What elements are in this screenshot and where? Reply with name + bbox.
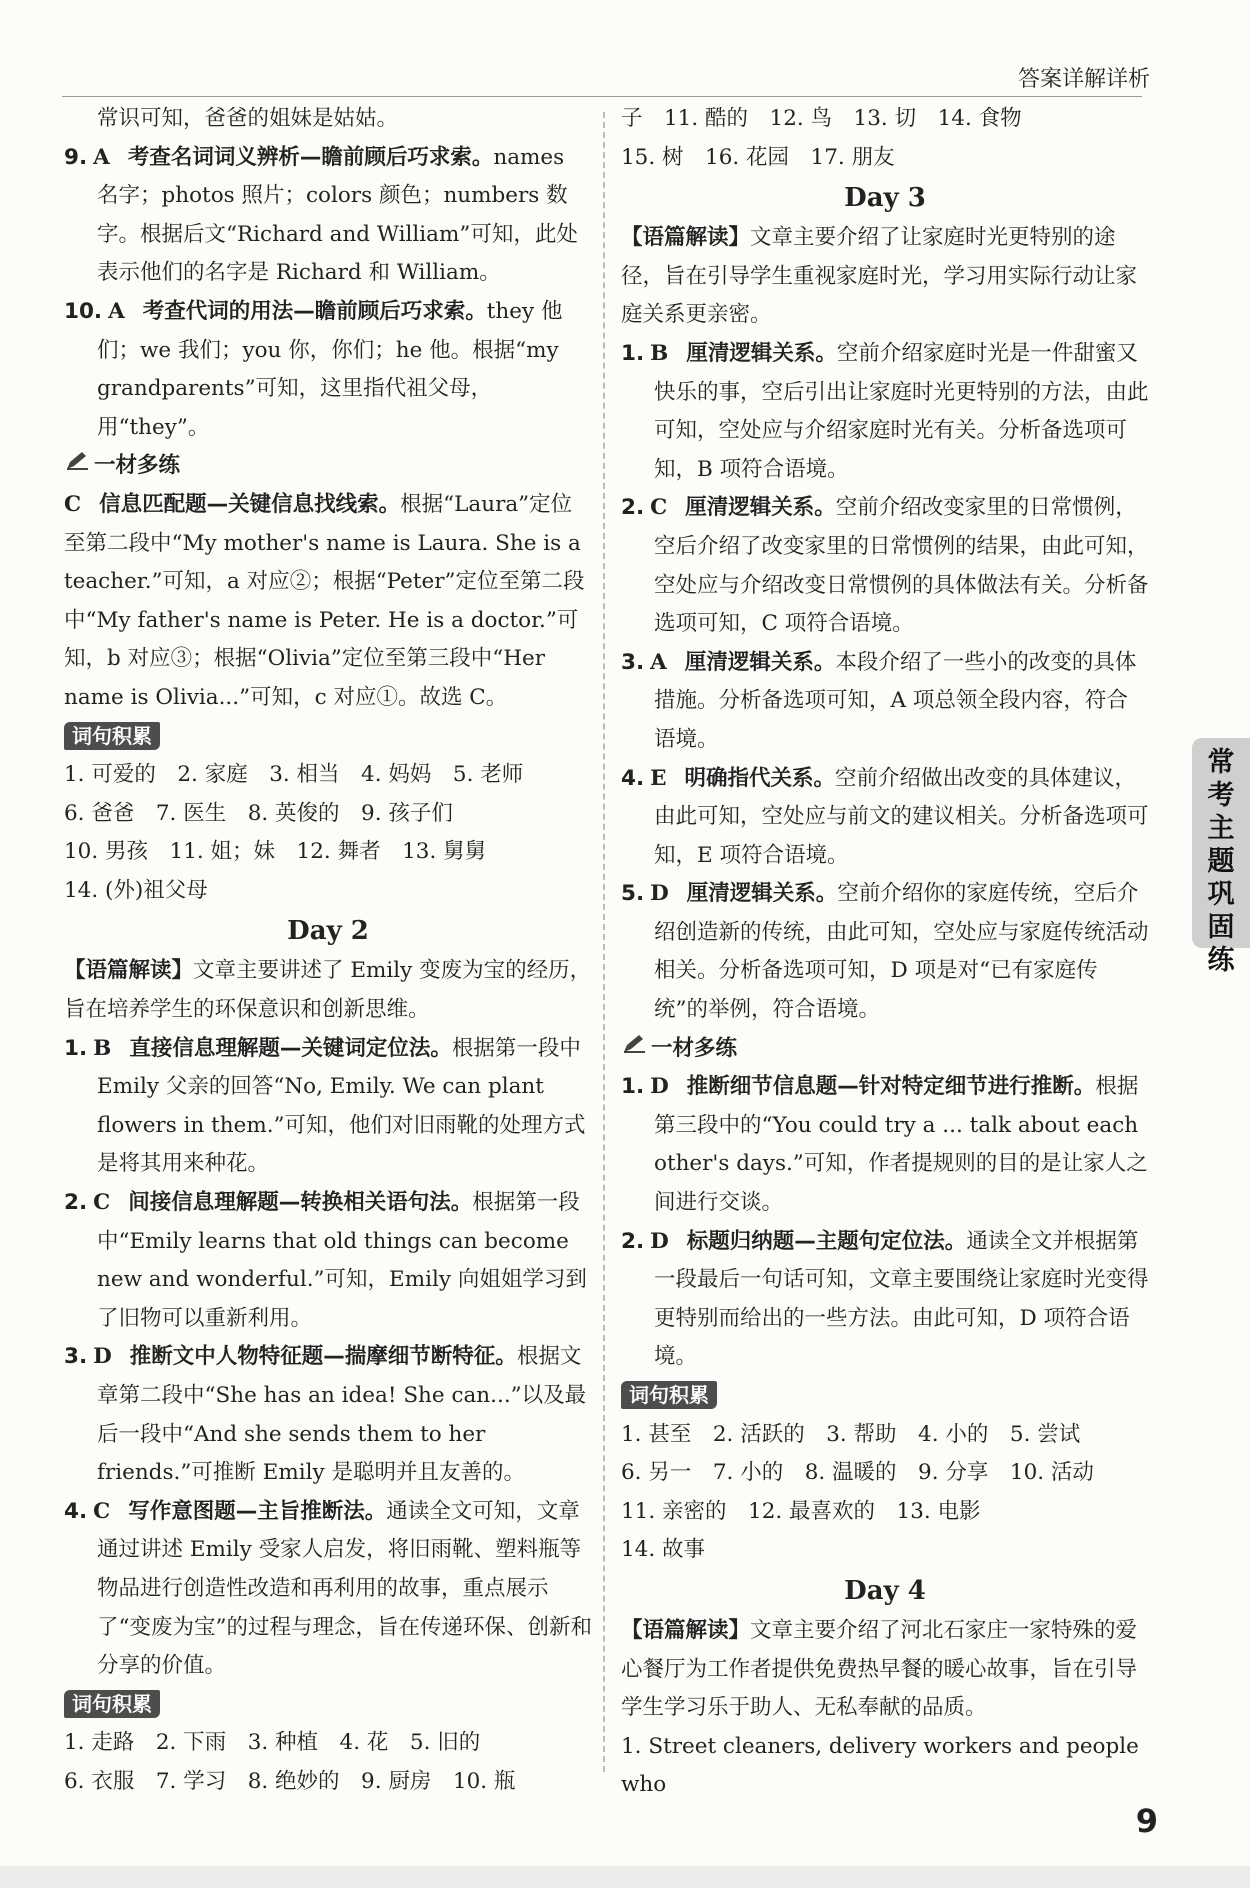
vocab-line: 6. 另一 7. 小的 8. 温暖的 9. 分享 10. 活动 11. 亲密的 12. 最喜欢的 13. 电影 [621, 1460, 1116, 1524]
question-10 [64, 293, 592, 447]
question-number: 2. [64, 1190, 88, 1216]
summary-label: 【语篇解读】 [621, 225, 751, 251]
question-type: 推断细节信息题—针对特定细节进行推断。 [686, 1074, 1096, 1100]
explanation: 根据第一段中 Emily 父亲的回答“No, Emily. We can plant flowers in them.”可知，他们对旧雨靴的处理方式是将其用来种花。 [97, 1035, 586, 1177]
text-line: 常识可知，爸爸的姐妹是姑姑。 [97, 106, 399, 131]
answer-letter: B [93, 1035, 112, 1061]
question-type: 厘清逻辑关系。 [684, 649, 836, 675]
pencil-icon [621, 1030, 647, 1069]
answer-letter: C [93, 1498, 111, 1524]
question-1-partial: 1. Street cleaners, delivery workers and people who [621, 1733, 1139, 1798]
explanation: 空前介绍家庭时光是一件甜蜜又快乐的事，空后引出让家庭时光更特别的方法，由此可知，空处应与介绍家庭时光有关。分析备选项可知，B 项符合语境。 [654, 340, 1149, 482]
answer-letter: B [650, 340, 669, 366]
question-2 [64, 1184, 592, 1338]
vocab-line: 14. 故事 [621, 1537, 706, 1563]
explanation: they 他们；we 我们；you 你，你们；he 他。根据“my grandparents”可知，这里指代祖父母，用“they”。 [97, 298, 563, 440]
summary-text: 文章主要介绍了让家庭时光更特别的途径，旨在引导学生重视家庭时光，学习用实际行动让家庭关系更亲密。 [621, 225, 1138, 328]
explanation: 根据第三段中的“You could try a ... talk about each other's days.”可知，作者提规则的目的是让家人之间进行交谈。 [654, 1074, 1148, 1216]
explanation: 通读全文可知，文章通过讲述 Emily 受家人启发，将旧雨靴、塑料瓶等物品进行创造性改造和再利用的故事，重点展示了“变废为宝”的过程与理念，旨在传递环保、创新和分享的价值。 [97, 1498, 592, 1679]
question-4 [621, 760, 1149, 876]
answer-letter: D [650, 1074, 669, 1100]
question-number: 3. [621, 649, 645, 675]
vocab-line: 6. 爸爸 7. 医生 8. 英俊的 9. 孩子们 [64, 800, 453, 826]
column-divider [603, 112, 605, 1772]
passage-summary [621, 219, 1149, 335]
vocab-tag: 词句积累 [64, 722, 160, 750]
day-heading: Day 3 [844, 183, 926, 214]
vocab-line: 1. 走路 2. 下雨 3. 种植 4. 花 5. 旧的 [64, 1730, 481, 1756]
page-header: 答案详解详析 [1017, 67, 1150, 92]
question-number: 10. [64, 298, 103, 324]
explanation: 空前介绍你的家庭传统，空后介绍创造新的传统，由此可知，空处应与家庭传统活动相关。分析备选项可知，D 项是对“已有家庭传统”的举例，符合语境。 [654, 881, 1149, 1023]
question-2 [621, 489, 1149, 643]
question-number: 2. [621, 1228, 645, 1254]
day-heading: Day 2 [287, 916, 369, 947]
left-column [64, 100, 592, 1802]
vocab-line: 1. 甚至 2. 活跃的 3. 帮助 4. 小的 5. 尝试 [621, 1421, 1081, 1447]
question-3 [64, 1338, 592, 1492]
answer-letter: A [108, 298, 125, 324]
passage-summary [64, 952, 592, 1029]
question-type: 厘清逻辑关系。 [686, 340, 837, 366]
question-1 [64, 1030, 592, 1184]
summary-text: 文章主要讲述了 Emily 变废为宝的经历，旨在培养学生的环保意识和创新思维。 [64, 958, 592, 1023]
summary-label: 【语篇解读】 [621, 1617, 751, 1643]
passage-summary [621, 1612, 1149, 1728]
section-heading-yicai: 一材多练 [64, 447, 592, 486]
question-type: 考查名词词义辨析—瞻前顾后巧求索。 [127, 144, 494, 170]
pencil-icon [64, 447, 90, 486]
question-number: 4. [64, 1498, 88, 1524]
question-number: 1. [621, 1074, 645, 1100]
vocab-line: 1. 可爱的 2. 家庭 3. 相当 4. 妈妈 5. 老师 [64, 762, 524, 788]
explanation: 本段介绍了一些小的改变的具体措施。分析备选项可知，A 项总领全段内容，符合语境。 [654, 649, 1137, 752]
answer-letter: C [93, 1190, 111, 1216]
vocab-line: 6. 衣服 7. 学习 8. 绝妙的 9. 厨房 10. 瓶 [64, 1768, 516, 1794]
vocab-line: 15. 树 16. 花园 17. 朋友 [621, 144, 895, 170]
question-number: 1. [621, 340, 645, 366]
summary-label: 【语篇解读】 [64, 958, 194, 984]
question-1 [621, 335, 1149, 489]
explanation: 空前介绍改变家里的日常惯例，空后介绍了改变家里的日常惯例的结果，由此可知，空处应与介绍改变日常惯例的具体做法有关。分析备选项可知，C 项符合语境。 [654, 495, 1149, 637]
question-type: 明确指代关系。 [684, 765, 836, 791]
answer-letter: A [650, 649, 667, 675]
question-number: 1. [64, 1035, 88, 1061]
explanation: 根据文章第二段中“She has an idea! She can...”以及最后一段中“And she sends them to her friends.”可推断 Emily 是聪明并且友善的。 [97, 1344, 587, 1486]
question-type: 间接信息理解题—转换相关语句法。 [128, 1190, 473, 1216]
vocab-line: 14. (外)祖父母 [64, 877, 208, 903]
section-heading-yicai: 一材多练 [621, 1030, 1149, 1069]
answer-letter: E [650, 765, 667, 791]
answer-letter: D [93, 1344, 112, 1370]
question-type: 推断文中人物特征题—揣摩细节断特征。 [129, 1344, 517, 1370]
question-type: 考查代词的用法—瞻前顾后巧求索。 [142, 298, 487, 324]
question-5 [621, 875, 1149, 1029]
yicai-question-1 [621, 1068, 1149, 1222]
question-type: 写作意图题—主旨推断法。 [128, 1498, 387, 1524]
answer-letter: C [64, 491, 82, 517]
side-tab [1192, 738, 1250, 976]
question-type: 厘清逻辑关系。 [685, 495, 836, 521]
day-heading: Day 4 [844, 1575, 926, 1606]
question-number: 4. [621, 765, 645, 791]
summary-text: 文章主要介绍了河北石家庄一家特殊的爱心餐厅为工作者提供免费热早餐的暖心故事，旨在引导学生学习乐于助人、无私奉献的品质。 [621, 1617, 1138, 1721]
vocab-line: 10. 男孩 11. 姐；妹 12. 舞者 13. 舅舅 [64, 839, 487, 865]
question-type: 信息匹配题—关键信息找线索。 [99, 491, 401, 517]
explanation: 通读全文并根据第一段最后一句话可知，文章主要围绕让家庭时光变得更特别而给出的一些方法。由此可知，D 项符合语境。 [654, 1228, 1149, 1370]
explanation: names 名字；photos 照片；colors 颜色；numbers 数字。根据后文“Richard and William”可知，此处表示他们的名字是 Richard 和 William。 [97, 144, 578, 286]
question-type: 标题归纳题—主题句定位法。 [686, 1228, 967, 1254]
explanation: 根据第一段中“Emily learns that old things can become new and wonderful.”可知，Emily 向姐姐学习到了旧物可以重新利用。 [97, 1190, 587, 1331]
side-tab-label: 常 考 主 题 巩 固 练 [1207, 747, 1235, 976]
yicai-answer [64, 486, 592, 718]
page-number: 9 [1135, 1802, 1158, 1840]
vocab-tag: 词句积累 [621, 1381, 717, 1409]
answer-letter: D [650, 1228, 669, 1254]
header-rule [62, 96, 1142, 97]
question-number: 5. [621, 881, 645, 907]
page-bottom-edge [0, 1866, 1250, 1888]
explanation: 空前介绍做出改变的具体建议，由此可知，空处应与前文的建议相关。分析备选项可知，E 项符合语境。 [654, 765, 1149, 868]
answer-letter: D [650, 881, 669, 907]
question-number: 9. [64, 144, 88, 170]
vocab-tag: 词句积累 [64, 1690, 160, 1718]
question-type: 直接信息理解题—关键词定位法。 [129, 1035, 452, 1061]
vocab-line: 子 11. 酷的 12. 鸟 13. 切 14. 食物 [621, 106, 1022, 131]
question-number: 3. [64, 1344, 88, 1370]
question-3 [621, 644, 1149, 760]
yicai-question-2 [621, 1223, 1149, 1377]
answer-letter: C [650, 495, 668, 521]
question-type: 厘清逻辑关系。 [686, 881, 838, 907]
answer-letter: A [93, 144, 110, 170]
right-column [621, 100, 1149, 1805]
question-4 [64, 1493, 592, 1686]
question-number: 2. [621, 495, 645, 521]
question-9 [64, 139, 592, 293]
explanation: 根据“Laura”定位至第二段中“My mother's name is Laura. She is a teacher.”可知，a 对应②；根据“Peter”定位至第二段中“My father's name is Peter. He is a doctor.”可知，b 对应③；根据“Olivia”定位至第三段中“Her name is Olivia...”可知，c 对应①。故选 C。 [64, 491, 585, 710]
